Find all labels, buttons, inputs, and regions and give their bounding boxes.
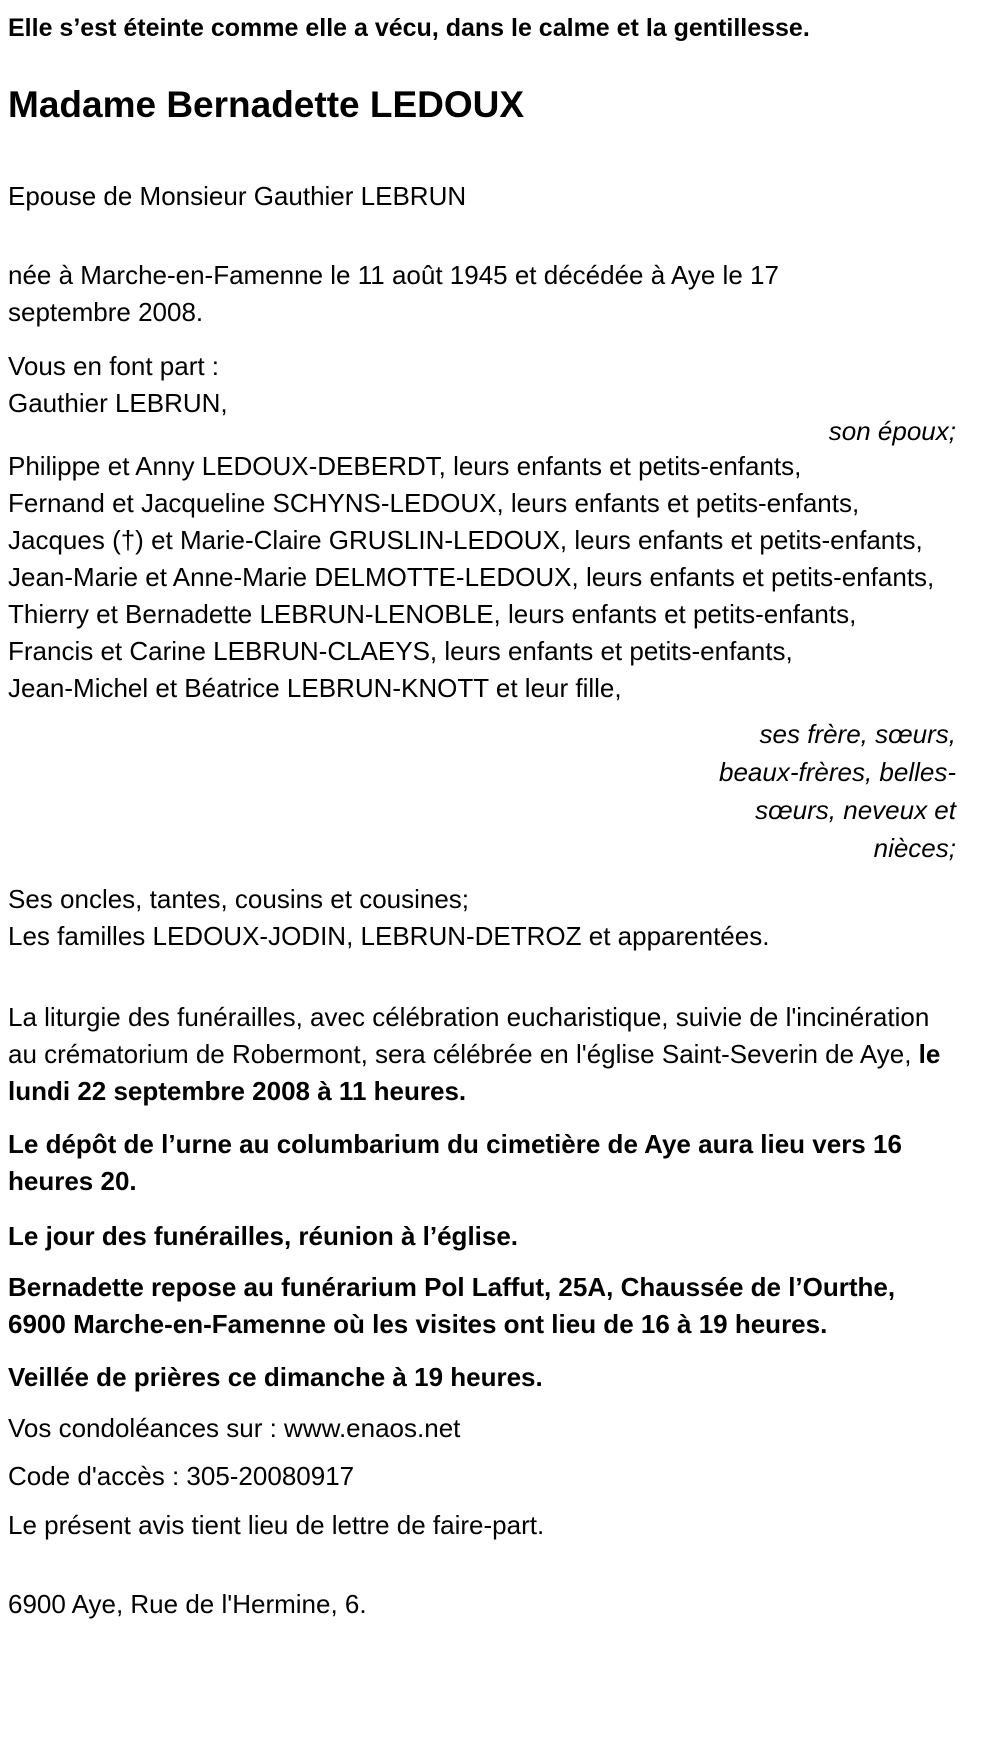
family-line: Francis et Carine LEBRUN-CLAEYS, leurs enfants et petits-enfants, [8,636,793,666]
family-list [8,448,956,707]
family-line: Jean-Marie et Anne-Marie DELMOTTE-LEDOUX, leurs enfants et petits-enfants, [8,562,935,592]
intro-line: Elle s’est éteinte comme elle a vécu, dans le calme et la gentillesse. [8,14,810,42]
notice-line: Le présent avis tient lieu de lettre de faire-part. [8,1510,545,1540]
condolences-line: Vos condoléances sur : www.enaos.net [8,1413,461,1443]
family-line: Philippe et Anny LEDOUX-DEBERDT, leurs enfants et petits-enfants, [8,451,802,481]
reunion-line: Le jour des funérailles, réunion à l’église. [8,1221,519,1251]
deceased-name: Madame Bernadette LEDOUX [8,84,525,125]
access-code-line: Code d'accès : 305-20080917 [8,1461,355,1491]
family-line: Jean-Michel et Béatrice LEBRUN-KNOTT et leur fille, [8,673,622,703]
birth-death-line: née à Marche-en-Famenne le 11 août 1945 et décédée à Aye le 17 septembre 2008. [8,260,779,327]
ceremony-text-regular: La liturgie des funérailles, avec célébration eucharistique, suivie de l'incinération au crématorium de Robermont, sera célébrée en l'église Saint-Severin de Aye, [8,1002,930,1069]
relatives-line: Ses oncles, tantes, cousins et cousines; [8,884,470,914]
family-line: Fernand et Jacqueline SCHYNS-LEDOUX, leurs enfants et petits-enfants, [8,488,860,518]
vigil-line: Veillée de prières ce dimanche à 19 heures. [8,1362,543,1392]
announcer-relation: son époux; [828,416,956,446]
family-line: Thierry et Bernadette LEBRUN-LENOBLE, leurs enfants et petits-enfants, [8,599,857,629]
announcer-name: Gauthier LEBRUN, [8,388,228,418]
address-line: 6900 Aye, Rue de l'Hermine, 6. [8,1589,367,1619]
urn-line: Le dépôt de l’urne au columbarium du cimetière de Aye aura lieu vers 16 heures 20. [8,1129,902,1196]
repose-line: Bernadette repose au funérarium Pol Laffut, 25A, Chaussée de l’Ourthe, 6900 Marche-en-Famenne où les visites ont lieu de 16 à 19 heures. [8,1272,896,1339]
family-relation: ses frère, sœurs, beaux-frères, belles-sœurs, neveux et nièces; [719,719,956,863]
spouse-line: Epouse de Monsieur Gauthier LEBRUN [8,181,467,211]
family-line: Jacques (†) et Marie-Claire GRUSLIN-LEDOUX, leurs enfants et petits-enfants, [8,525,923,555]
ceremony-text-bold: le lundi 22 septembre 2008 à 11 heures. [8,1039,941,1106]
ceremony-line [8,999,956,1110]
families-line: Les familles LEDOUX-JODIN, LEBRUN-DETROZ et apparentées. [8,921,770,951]
announcement-intro: Vous en font part : [8,351,220,381]
obituary-document [8,12,956,1623]
